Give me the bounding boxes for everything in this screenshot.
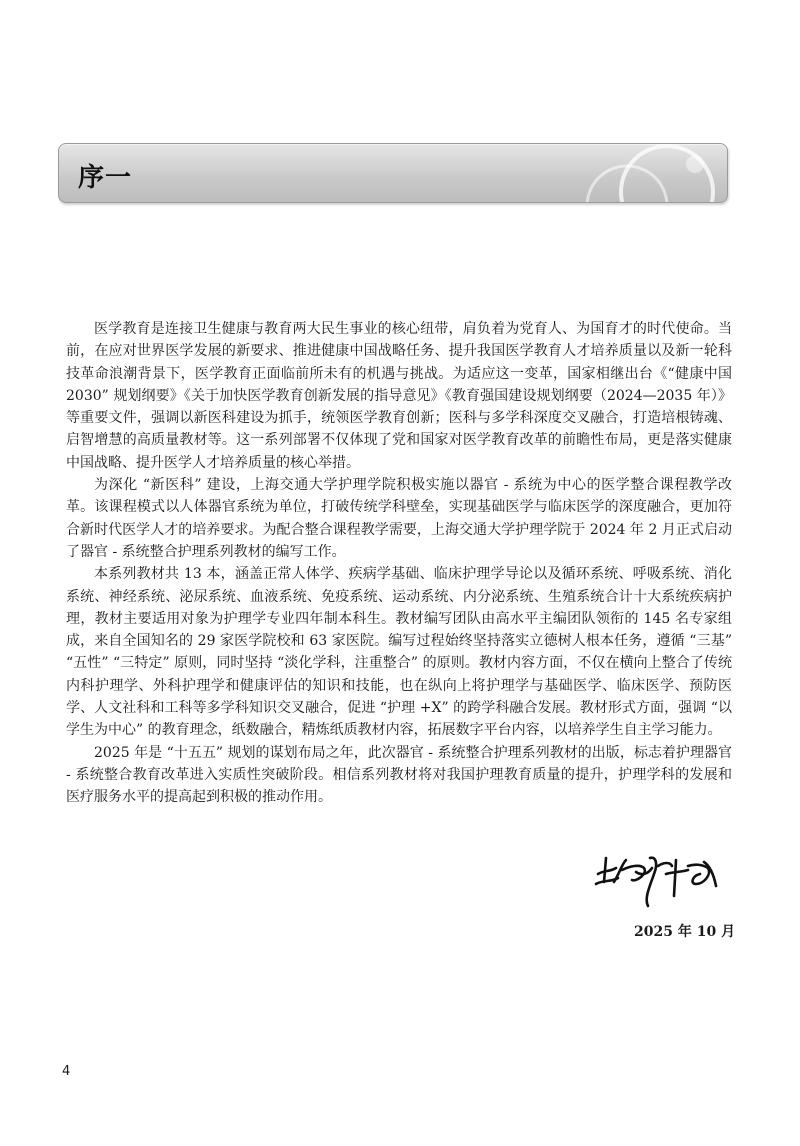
- paragraph: 为深化 “新医科” 建设，上海交通大学护理学院积极实施以器官 - 系统为中心的医学整合课程教学改革。该课程模式以人体器官系统为单位，打破传统学科壁垒，实现基础医学与临床医学的深度融合，更加符合新时代医学人才的培养要求。为配合整合课程教学需要，上海交通大学护理学院于 2024 年 2 月正式启动了器官 - 系统整合护理系列教材的编写工作。: [66, 477, 732, 560]
- paragraph: 2025 年是 “十五五” 规划的谋划布局之年，此次器官 - 系统整合护理系列教材的出版，标志着护理器官 - 系统整合教育改革进入实质性突破阶段。相信系列教材将对我国护理教育质量的提升，护理学科的发展和医疗服务水平的提高起到积极的推动作用。: [66, 744, 732, 806]
- paragraph: 本系列教材共 13 本，涵盖正常人体学、疾病学基础、临床护理学导论以及循环系统、呼吸系统、消化系统、神经系统、泌尿系统、血液系统、免疫系统、运动系统、内分泌系统、生殖系统合计十大系统疾病护理，教材主要适用对象为护理学专业四年制本科生。教材编写团队由高水平主编团队领衔的 145 名专家组成，来自全国知名的 29 家医学院校和 63 家医院。编写过程始终坚持落实立德树人根本任务，遵循 “三基” “五性” “三特定” 原则，同时坚持 “淡化学科，注重整合” 的原则。教材内容方面，不仅在横向上整合了传统内科护理学、外科护理学和健康评估的知识和技能，也在纵向上将护理学与基础医学、临床医学、预防医学、人文社科和工科等多学科知识交叉融合，促进 “护理 +X” 的跨学科融合发展。教材形式方面，强调 “以学生为中心” 的教育理念，纸数融合，精炼纸质教材内容，拓展数字平台内容，以培养学生自主学习能力。: [66, 566, 732, 739]
- date: 2025 年 10 月: [634, 924, 736, 940]
- page-number: 4: [62, 1064, 71, 1079]
- paragraph: 医学教育是连接卫生健康与教育两大民生事业的核心纽带，肩负着为党育人、为国育才的时代使命。当前，在应对世界医学发展的新要求、推进健康中国战略任务、提升我国医学教育人才培养质量以及新一轮科技革命浪潮背景下，医学教育正面临前所未有的机遇与挑战。为适应这一变革，国家相继出台《“健康中国 2030” 规划纲要》《关于加快医学教育创新发展的指导意见》《教育强国建设规划纲要（2024—2035 年）》等重要文件，强调以新医科建设为抓手，统领医学教育创新；医科与多学科深度交叉融合，打造培根铸魂、启智增慧的高质量教材等。这一系列部署不仅体现了党和国家对医学教育改革的前瞻性布局，更是落实健康中国战略、提升医学人才培养质量的核心举措。: [66, 321, 732, 471]
- banner-decoration-icon: [527, 144, 727, 202]
- section-title: 序一: [78, 163, 133, 193]
- section-banner: [58, 143, 728, 203]
- handwritten-signature: [592, 852, 732, 922]
- preface-body: [66, 318, 732, 809]
